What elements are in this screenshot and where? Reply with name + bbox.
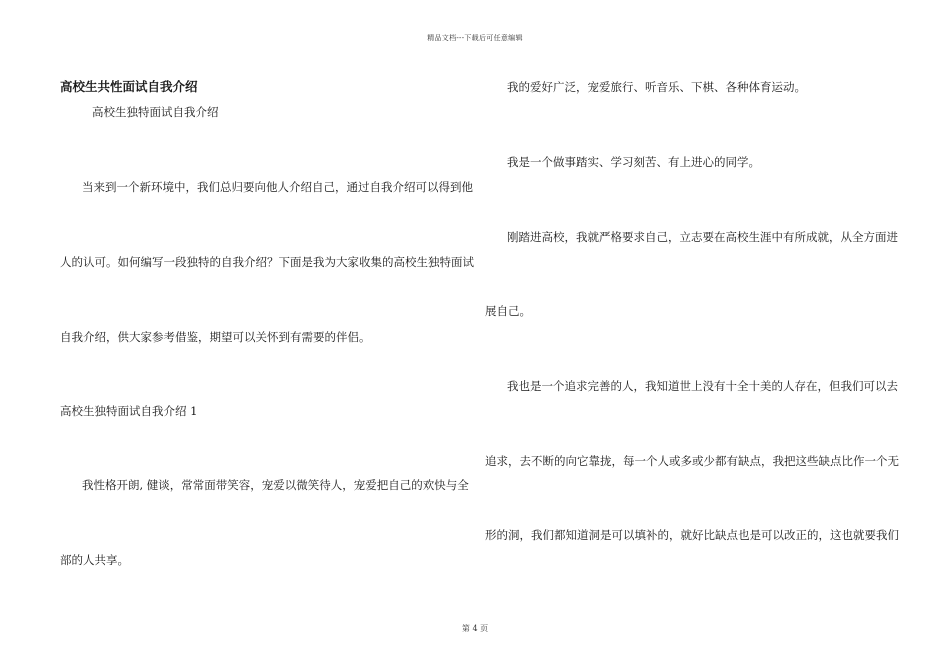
intro-line: 当来到一个新环境中，我们总归要向他人介绍自己，通过自我介绍可以得到他 — [82, 180, 473, 194]
right-paragraph-line: 展自己。 — [485, 304, 531, 318]
intro-line: 人的认可。如何编写一段独特的自我介绍？下面是我为大家收集的高校生独特面试 — [60, 255, 474, 269]
body-line: 我性格开朗, 健谈，常常面带笑容，宠爱以微笑待人，宠爱把自己的欢快与全 — [82, 478, 469, 492]
body-line: 部的人共享。 — [60, 553, 129, 567]
right-paragraph-line: 追求，去不断的向它靠拢，每一个人或多或少都有缺点，我把这些缺点比作一个无 — [485, 454, 899, 468]
document-subtitle: 高校生独特面试自我介绍 — [92, 105, 219, 119]
page-number: 第 4 页 — [461, 624, 489, 633]
right-paragraph-line: 我是一个做事踏实、学习刻苦、有上进心的同学。 — [507, 155, 760, 169]
document-title: 高校生共性面试自我介绍 — [60, 79, 198, 94]
page-header: 精品文档---下载后可任意编辑 — [427, 34, 523, 42]
intro-line: 自我介绍，供大家参考借鉴，期望可以关怀到有需要的伴侣。 — [60, 330, 371, 344]
right-paragraph-line: 形的洞，我们都知道洞是可以填补的，就好比缺点也是可以改正的，这也就要我们 — [485, 528, 899, 542]
right-paragraph-line: 我的爱好广泛，宠爱旅行、听音乐、下棋、各种体育运动。 — [507, 80, 806, 94]
right-paragraph-line: 刚踏进高校，我就严格要求自己，立志要在高校生涯中有所成就，从全方面进 — [507, 230, 898, 244]
right-paragraph-line: 我也是一个追求完善的人，我知道世上没有十全十美的人存在，但我们可以去 — [507, 379, 898, 393]
section-heading: 高校生独特面试自我介绍 1 — [60, 404, 198, 418]
